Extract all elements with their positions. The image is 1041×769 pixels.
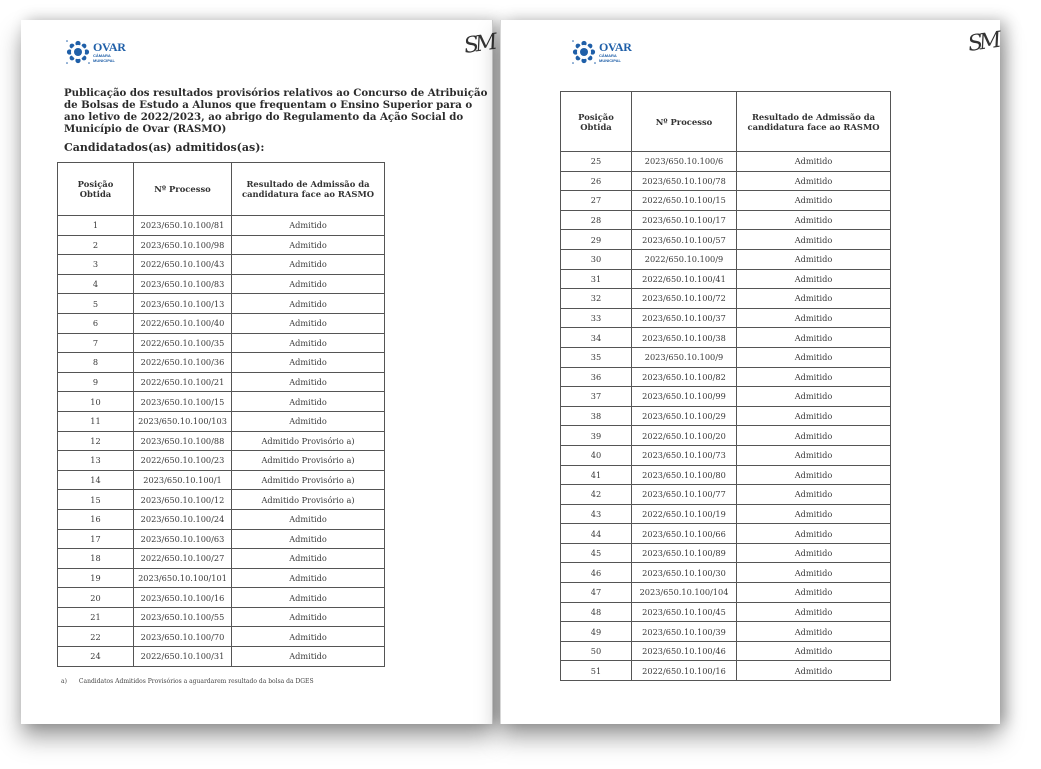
cell-position: 16: [58, 509, 134, 529]
logo-subtitle-line2: MUNICIPAL: [93, 58, 115, 63]
cell-position: 46: [561, 563, 632, 583]
table-row: [561, 563, 891, 583]
table-row: [58, 549, 385, 569]
cell-process-number: 2023/650.10.100/104: [632, 583, 737, 603]
cell-process-number: 2022/650.10.100/19: [632, 504, 737, 524]
cell-process-number: 2023/650.10.100/101: [134, 568, 232, 588]
cell-admission-result: Admitido: [232, 333, 385, 353]
table-row: [561, 485, 891, 505]
cell-admission-result: Admitido: [737, 230, 891, 250]
cell-admission-result: Admitido: [737, 249, 891, 269]
table-row: [58, 431, 385, 451]
table-row: [561, 387, 891, 407]
cell-admission-result: Admitido: [232, 255, 385, 275]
table-row: [561, 289, 891, 309]
cell-position: 34: [561, 328, 632, 348]
cell-process-number: 2023/650.10.100/70: [134, 627, 232, 647]
table-row: [561, 210, 891, 230]
table-row: [561, 445, 891, 465]
table-row: [561, 583, 891, 603]
cell-admission-result: Admitido: [232, 647, 385, 667]
cell-process-number: 2022/650.10.100/41: [632, 269, 737, 289]
table-row: [561, 465, 891, 485]
cell-admission-result: Admitido: [232, 568, 385, 588]
cell-process-number: 2022/650.10.100/9: [632, 249, 737, 269]
table-row: [561, 191, 891, 211]
header-result-line2: candidatura face ao RASMO: [241, 189, 375, 199]
table-row: [58, 607, 385, 627]
table-row: [561, 641, 891, 661]
cell-admission-result: Admitido: [737, 622, 891, 642]
cell-process-number: 2023/650.10.100/24: [134, 509, 232, 529]
table-row: [58, 216, 385, 236]
cell-position: 12: [58, 431, 134, 451]
cell-position: 30: [561, 249, 632, 269]
cell-admission-result: Admitido: [737, 602, 891, 622]
cell-process-number: 2022/650.10.100/40: [134, 313, 232, 333]
cell-process-number: 2023/650.10.100/98: [134, 235, 232, 255]
logo-name: OVAR: [599, 40, 632, 54]
table-row: [561, 347, 891, 367]
cell-position: 48: [561, 602, 632, 622]
table-body-right: [561, 152, 891, 681]
cell-position: 27: [561, 191, 632, 211]
cell-admission-result: Admitido: [232, 607, 385, 627]
header-position-line1: Posição: [77, 179, 114, 189]
cell-process-number: 2022/650.10.100/21: [134, 372, 232, 392]
cell-process-number: 2023/650.10.100/89: [632, 543, 737, 563]
table-row: [58, 451, 385, 471]
table-row: [561, 406, 891, 426]
cell-position: 49: [561, 622, 632, 642]
header-position-line1: Posição: [578, 111, 614, 122]
logo-subtitle-line1: CÂMARA: [93, 53, 111, 58]
cell-admission-result: Admitido: [737, 583, 891, 603]
header-process: Nº Processo: [632, 92, 737, 152]
ovar-logo: [65, 39, 126, 65]
cell-process-number: 2023/650.10.100/45: [632, 602, 737, 622]
cell-position: 39: [561, 426, 632, 446]
cell-admission-result: Admitido: [737, 426, 891, 446]
cell-position: 20: [58, 588, 134, 608]
cell-position: 29: [561, 230, 632, 250]
cell-process-number: 2023/650.10.100/57: [632, 230, 737, 250]
cell-process-number: 2023/650.10.100/55: [134, 607, 232, 627]
header-result: [232, 163, 385, 216]
cell-admission-result: Admitido: [232, 294, 385, 314]
cell-process-number: 2023/650.10.100/1: [134, 470, 232, 490]
cell-process-number: 2023/650.10.100/15: [134, 392, 232, 412]
logo-name: OVAR: [93, 40, 126, 54]
cell-admission-result: Admitido: [232, 274, 385, 294]
cell-admission-result: Admitido: [232, 353, 385, 373]
table-row: [58, 353, 385, 373]
cell-position: 21: [58, 607, 134, 627]
cell-admission-result: Admitido: [737, 465, 891, 485]
cell-position: 6: [58, 313, 134, 333]
table-row: [561, 524, 891, 544]
cell-admission-result: Admitido: [232, 529, 385, 549]
cell-admission-result: Admitido: [737, 191, 891, 211]
cell-position: 40: [561, 445, 632, 465]
cell-position: 17: [58, 529, 134, 549]
cell-process-number: 2023/650.10.100/82: [632, 367, 737, 387]
table-row: [561, 269, 891, 289]
table-row: [561, 426, 891, 446]
cell-process-number: 2023/650.10.100/38: [632, 328, 737, 348]
cell-admission-result: Admitido: [232, 392, 385, 412]
cell-process-number: 2023/650.10.100/17: [632, 210, 737, 230]
cell-process-number: 2023/650.10.100/72: [632, 289, 737, 309]
cell-admission-result: Admitido: [737, 152, 891, 172]
cell-position: 42: [561, 485, 632, 505]
table-row: [561, 171, 891, 191]
cell-position: 9: [58, 372, 134, 392]
header-position: [561, 92, 632, 152]
cell-position: 37: [561, 387, 632, 407]
signature: SM: [462, 30, 496, 59]
table-row: [58, 647, 385, 667]
cell-admission-result: Admitido: [232, 411, 385, 431]
table-row: [561, 622, 891, 642]
cell-admission-result: Admitido Provisório a): [232, 451, 385, 471]
cell-process-number: 2023/650.10.100/29: [632, 406, 737, 426]
cell-process-number: 2023/650.10.100/12: [134, 490, 232, 510]
cell-admission-result: Admitido: [232, 549, 385, 569]
table-row: [561, 308, 891, 328]
table-row: [58, 490, 385, 510]
logo-subtitle-line1: CÂMARA: [599, 53, 617, 58]
cell-process-number: 2022/650.10.100/36: [134, 353, 232, 373]
cell-process-number: 2023/650.10.100/81: [134, 216, 232, 236]
cell-admission-result: Admitido: [737, 210, 891, 230]
cell-process-number: 2023/650.10.100/13: [134, 294, 232, 314]
header-result-line2: candidatura face ao RASMO: [747, 121, 880, 132]
table-row: [561, 152, 891, 172]
cell-position: 25: [561, 152, 632, 172]
cell-admission-result: Admitido: [737, 661, 891, 681]
table-header-row: [58, 163, 385, 216]
cell-position: 10: [58, 392, 134, 412]
cell-process-number: 2022/650.10.100/20: [632, 426, 737, 446]
cell-position: 2: [58, 235, 134, 255]
municipality-emblem-icon: [571, 39, 597, 65]
cell-process-number: 2023/650.10.100/77: [632, 485, 737, 505]
cell-position: 22: [58, 627, 134, 647]
cell-process-number: 2023/650.10.100/46: [632, 641, 737, 661]
cell-admission-result: Admitido: [232, 235, 385, 255]
header-result-line1: Resultado de Admissão da: [751, 111, 876, 122]
cell-position: 4: [58, 274, 134, 294]
cell-admission-result: Admitido: [737, 524, 891, 544]
table-row: [58, 509, 385, 529]
footnote: [61, 678, 314, 685]
cell-admission-result: Admitido: [737, 485, 891, 505]
cell-process-number: 2023/650.10.100/78: [632, 171, 737, 191]
table-row: [58, 372, 385, 392]
table-row: [58, 274, 385, 294]
cell-admission-result: Admitido: [737, 308, 891, 328]
cell-process-number: 2023/650.10.100/88: [134, 431, 232, 451]
cell-process-number: 2022/650.10.100/31: [134, 647, 232, 667]
municipality-emblem-icon: [65, 39, 91, 65]
cell-position: 8: [58, 353, 134, 373]
cell-admission-result: Admitido: [232, 627, 385, 647]
cell-admission-result: Admitido Provisório a): [232, 490, 385, 510]
cell-position: 14: [58, 470, 134, 490]
cell-process-number: 2023/650.10.100/83: [134, 274, 232, 294]
table-row: [561, 602, 891, 622]
cell-process-number: 2022/650.10.100/16: [632, 661, 737, 681]
cell-process-number: 2023/650.10.100/39: [632, 622, 737, 642]
cell-position: 3: [58, 255, 134, 275]
cell-position: 5: [58, 294, 134, 314]
cell-admission-result: Admitido: [232, 509, 385, 529]
header-position-line2: Obtida: [580, 121, 612, 132]
table-row: [561, 543, 891, 563]
cell-position: 28: [561, 210, 632, 230]
cell-process-number: 2023/650.10.100/80: [632, 465, 737, 485]
cell-process-number: 2023/650.10.100/99: [632, 387, 737, 407]
header-position: [58, 163, 134, 216]
cell-admission-result: Admitido: [737, 387, 891, 407]
cell-position: 44: [561, 524, 632, 544]
cell-admission-result: Admitido Provisório a): [232, 431, 385, 451]
table-row: [561, 661, 891, 681]
cell-process-number: 2022/650.10.100/23: [134, 451, 232, 471]
admitted-candidates-table-left: [57, 162, 385, 667]
header-result: [737, 92, 891, 152]
admitted-candidates-table-right: [560, 91, 891, 681]
cell-position: 18: [58, 549, 134, 569]
cell-admission-result: Admitido: [737, 406, 891, 426]
cell-process-number: 2022/650.10.100/43: [134, 255, 232, 275]
cell-position: 19: [58, 568, 134, 588]
table-row: [58, 470, 385, 490]
logo-subtitle-line2: MUNICIPAL: [599, 58, 621, 63]
table-row: [58, 235, 385, 255]
cell-process-number: 2022/650.10.100/15: [632, 191, 737, 211]
cell-admission-result: Admitido: [737, 445, 891, 465]
table-body-left: [58, 216, 385, 667]
cell-process-number: 2023/650.10.100/66: [632, 524, 737, 544]
table-row: [58, 294, 385, 314]
table-row: [561, 328, 891, 348]
cell-admission-result: Admitido: [737, 289, 891, 309]
cell-position: 38: [561, 406, 632, 426]
cell-admission-result: Admitido: [737, 543, 891, 563]
section-title: Candidatados(as) admitidos(as):: [64, 141, 265, 154]
cell-position: 33: [561, 308, 632, 328]
cell-position: 43: [561, 504, 632, 524]
cell-process-number: 2023/650.10.100/37: [632, 308, 737, 328]
header-process: Nº Processo: [134, 163, 232, 216]
cell-position: 51: [561, 661, 632, 681]
cell-position: 7: [58, 333, 134, 353]
cell-position: 1: [58, 216, 134, 236]
footnote-marker: a): [61, 678, 67, 685]
cell-position: 26: [561, 171, 632, 191]
table-row: [561, 249, 891, 269]
cell-position: 45: [561, 543, 632, 563]
table-header-row: [561, 92, 891, 152]
cell-admission-result: Admitido: [737, 328, 891, 348]
table-row: [58, 333, 385, 353]
cell-position: 50: [561, 641, 632, 661]
cell-admission-result: Admitido: [232, 372, 385, 392]
cell-position: 15: [58, 490, 134, 510]
document-page-right: [500, 20, 1000, 724]
table-row: [58, 568, 385, 588]
cell-admission-result: Admitido: [232, 588, 385, 608]
cell-process-number: 2023/650.10.100/16: [134, 588, 232, 608]
table-row: [58, 313, 385, 333]
document-page-left: [21, 20, 496, 724]
table-row: [58, 255, 385, 275]
table-row: [58, 588, 385, 608]
cell-admission-result: Admitido: [737, 347, 891, 367]
signature: SM: [966, 28, 1000, 57]
cell-position: 31: [561, 269, 632, 289]
cell-process-number: 2022/650.10.100/27: [134, 549, 232, 569]
cell-position: 32: [561, 289, 632, 309]
cell-admission-result: Admitido: [737, 269, 891, 289]
cell-admission-result: Admitido: [232, 313, 385, 333]
table-row: [561, 367, 891, 387]
cell-position: 47: [561, 583, 632, 603]
cell-admission-result: Admitido: [737, 504, 891, 524]
table-row: [58, 627, 385, 647]
cell-position: 36: [561, 367, 632, 387]
footnote-text: Candidatos Admitidos Provisórios a aguardarem resultado da bolsa da DGES: [78, 678, 314, 685]
cell-process-number: 2022/650.10.100/35: [134, 333, 232, 353]
document-title: Publicação dos resultados provisórios relativos ao Concurso de Atribuição de Bolsas de Estudo a Alunos que frequentam o Ensino Superior para o ano letivo de 2022/2023, ao abrigo do Regulamento da Ação Social do Município de Ovar (RASMO): [64, 87, 488, 135]
cell-position: 11: [58, 411, 134, 431]
cell-process-number: 2023/650.10.100/30: [632, 563, 737, 583]
header-position-line2: Obtida: [79, 189, 112, 199]
cell-process-number: 2023/650.10.100/73: [632, 445, 737, 465]
cell-admission-result: Admitido: [232, 216, 385, 236]
cell-admission-result: Admitido: [737, 171, 891, 191]
cell-position: 13: [58, 451, 134, 471]
cell-admission-result: Admitido Provisório a): [232, 470, 385, 490]
cell-admission-result: Admitido: [737, 641, 891, 661]
cell-position: 24: [58, 647, 134, 667]
cell-position: 35: [561, 347, 632, 367]
cell-position: 41: [561, 465, 632, 485]
table-row: [58, 411, 385, 431]
table-row: [561, 504, 891, 524]
table-row: [561, 230, 891, 250]
table-row: [58, 392, 385, 412]
cell-process-number: 2023/650.10.100/9: [632, 347, 737, 367]
cell-process-number: 2023/650.10.100/63: [134, 529, 232, 549]
cell-process-number: 2023/650.10.100/103: [134, 411, 232, 431]
ovar-logo: [571, 39, 632, 65]
cell-admission-result: Admitido: [737, 563, 891, 583]
table-row: [58, 529, 385, 549]
cell-admission-result: Admitido: [737, 367, 891, 387]
cell-process-number: 2023/650.10.100/6: [632, 152, 737, 172]
header-result-line1: Resultado de Admissão da: [246, 179, 370, 189]
